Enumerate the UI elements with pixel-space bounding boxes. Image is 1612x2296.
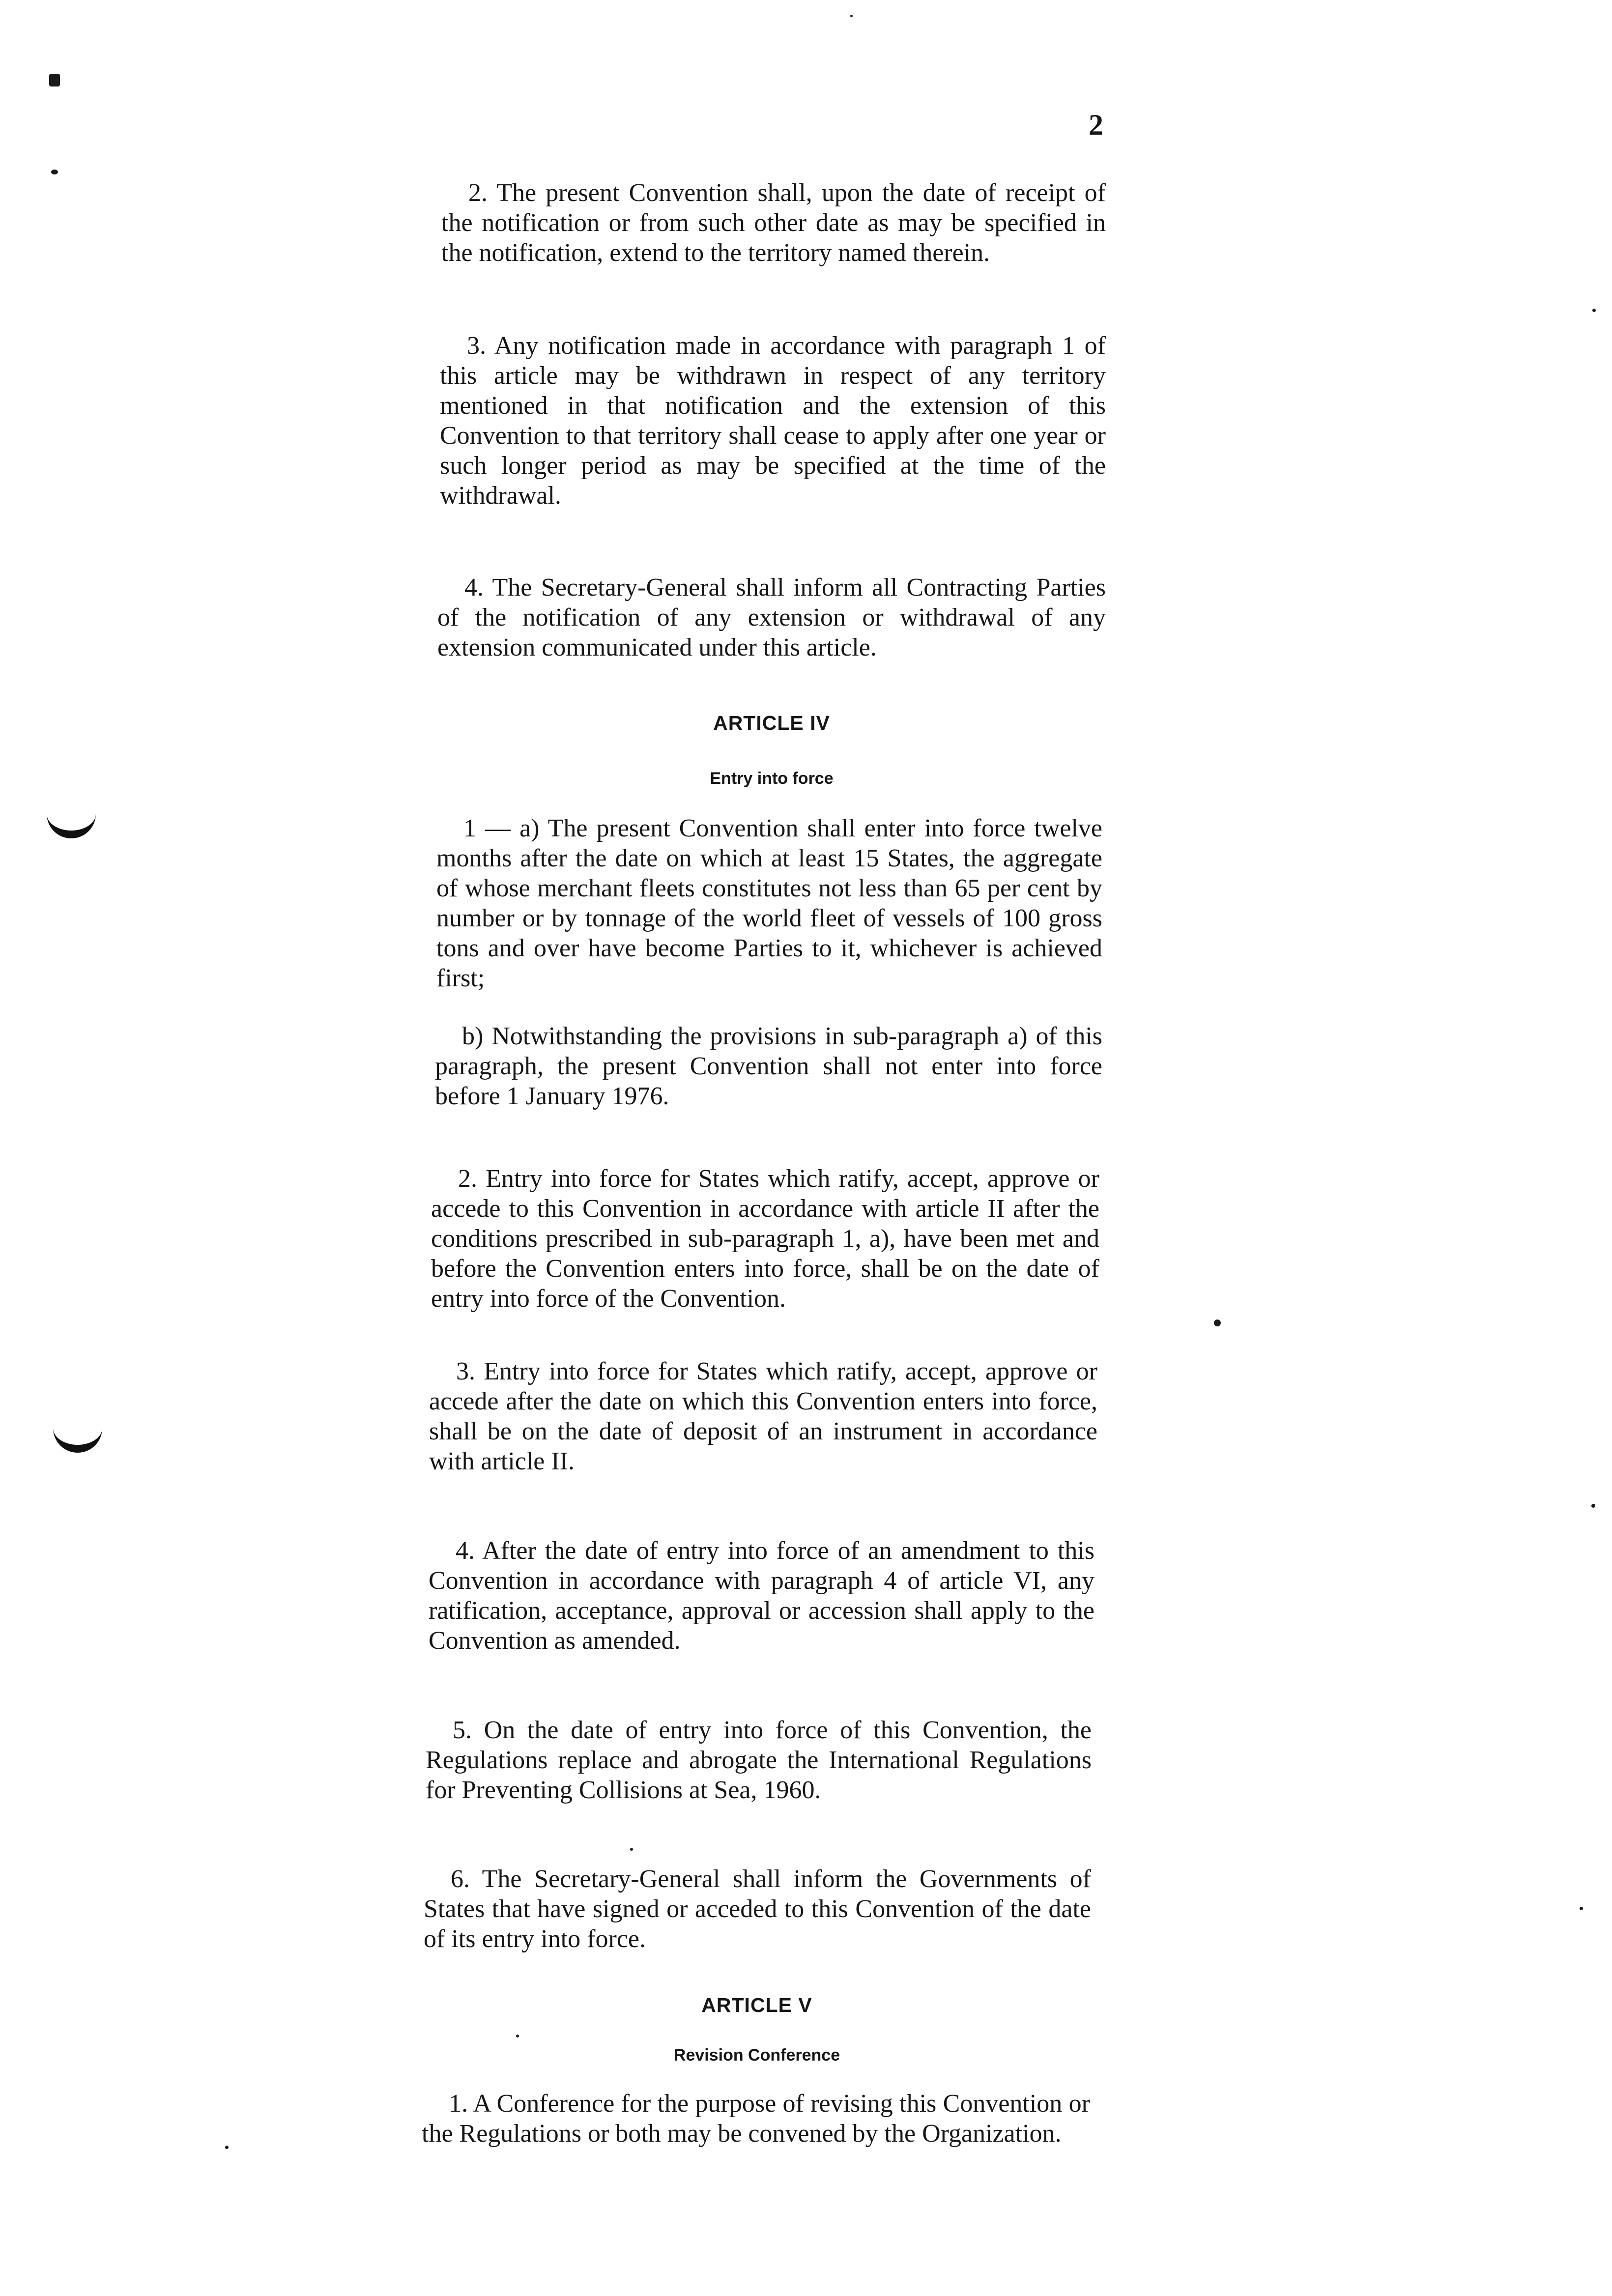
scan-speck [1214, 1320, 1221, 1326]
scan-speck [49, 74, 60, 86]
paragraph-3-entry-after-date: 3. Entry into force for States which ratify, accept, approve or accede after the date on which this Convention enters into force, shall be on the date of deposit of an instrument in accordance with article II. [429, 1357, 1097, 1475]
paragraph-5-replace-1960-regulations: 5. On the date of entry into force of this Convention, the Regulations replace and abrogate the International Regulations for Preventing Collisions at Sea, 1960. [426, 1716, 1092, 1804]
scan-speck [1592, 309, 1596, 312]
paragraph-2-entry-for-states: 2. Entry into force for States which ratify, accept, approve or accede to this Convention in accordance with article II after the conditions prescribed in sub-paragraph 1, a), have been met and before the Convention enters into force, shall be on the date of entry into force of the Convention. [431, 1165, 1099, 1313]
margin-mark [47, 811, 96, 838]
paragraph-3-withdrawal: 3. Any notification made in accordance with paragraph 1 of this article may be withdrawn in respect of any territory mentioned in that notification and the extension of this Convention to that territory shall cease to apply after one year or such longer period as may be specified at the time of the withdrawal. [440, 332, 1106, 510]
margin-mark [53, 1425, 102, 1453]
revision-conference-subtitle: Revision Conference [673, 2046, 840, 2065]
article-iv-heading: ARTICLE IV [713, 712, 830, 734]
scan-speck [516, 2035, 519, 2038]
article-v-heading: ARTICLE V [701, 1994, 812, 2016]
scan-speck [1580, 1907, 1583, 1910]
page-number: 2 [1089, 109, 1103, 141]
paragraph-4-amendments: 4. After the date of entry into force of an amendment to this Convention in accordance with paragraph 4 of article VI, any ratification, acceptance, approval or accession shall apply to the Convention as amended. [429, 1537, 1094, 1655]
paragraph-2-territorial-extension: 2. The present Convention shall, upon the date of receipt of the notification or from such other date as may be specified in the notification, extend to the territory named therein. [441, 179, 1106, 267]
scan-speck [630, 1848, 633, 1851]
scan-speck [225, 2146, 229, 2149]
scan-speck [51, 170, 58, 174]
paragraph-6-inform-governments: 6. The Secretary-General shall inform the Governments of States that have signed or acceded to this Convention of the date of its entry into force. [424, 1865, 1091, 1953]
scan-speck [1591, 1504, 1595, 1508]
entry-into-force-subtitle: Entry into force [710, 769, 834, 788]
scan-speck [850, 15, 853, 17]
paragraph-1b-not-before-1976: b) Notwithstanding the provisions in sub-paragraph a) of this paragraph, the present Convention shall not enter into force before 1 January 1976. [435, 1022, 1102, 1110]
paragraph-1-revision-conference: 1. A Conference for the purpose of revising this Convention or the Regulations or both may be convened by the Organization. [422, 2090, 1090, 2148]
paragraph-4-secretary-general-inform: 4. The Secretary-General shall inform all Contracting Parties of the notification of any extension or withdrawal of any extension communicated under this article. [437, 574, 1106, 661]
paragraph-1a-entry-conditions: 1 — a) The present Convention shall enter into force twelve months after the date on which at least 15 States, the aggregate of whose merchant fleets constitutes not less than 65 per cent by number or by tonnage of the world fleet of vessels of 100 gross tons and over have become Parties to it, whichever is achieved first; [436, 814, 1102, 992]
